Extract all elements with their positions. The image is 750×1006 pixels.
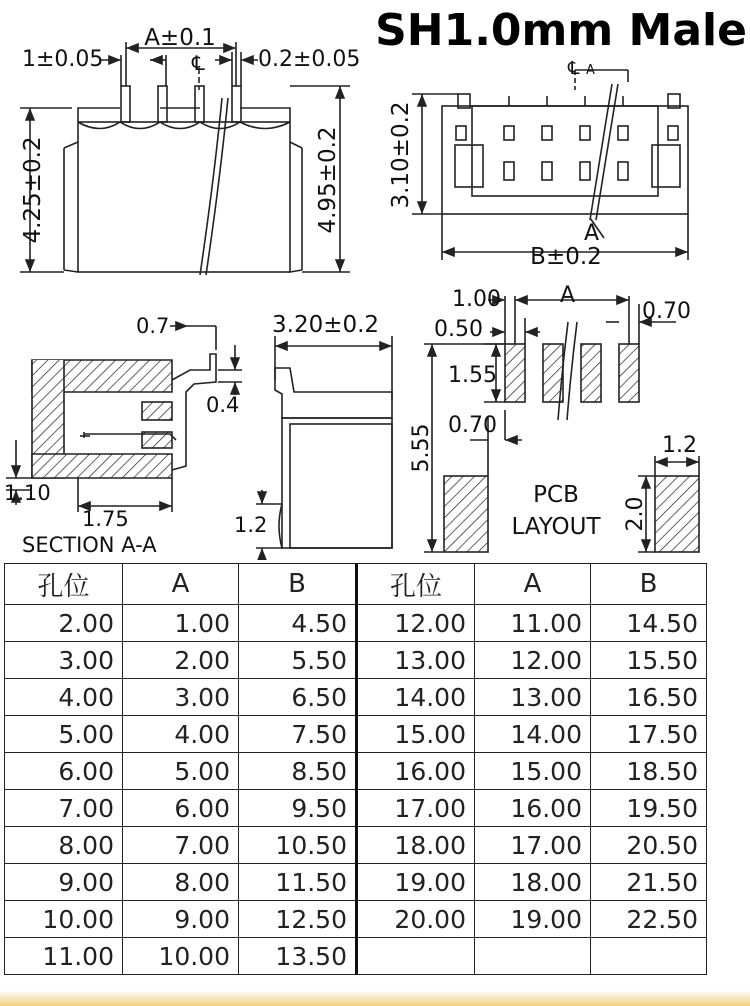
table-cell: 18.00 [357, 827, 475, 864]
table-cell: 6.00 [5, 753, 123, 790]
table-cell: 11.00 [475, 605, 591, 642]
table-cell: 19.50 [591, 790, 707, 827]
dimension-table [4, 563, 707, 975]
table-row [5, 827, 707, 864]
pcb-dim-155: 1.55 [448, 363, 497, 388]
table-cell: 12.00 [357, 605, 475, 642]
table-cell: 10.00 [5, 901, 123, 938]
side-dim-12: 1.2 [234, 513, 268, 537]
pcb-label-line1: PCB [533, 482, 579, 508]
table-cell: 4.50 [239, 605, 357, 642]
header-a-1: A [123, 564, 239, 605]
table-cell: 4.00 [123, 716, 239, 753]
top-centerline-label: ℄ [568, 58, 580, 79]
table-cell: 7.00 [123, 827, 239, 864]
top-a-mark: A [586, 63, 595, 78]
section-dim-175: 1.75 [82, 507, 129, 531]
width-dimension: B±0.2 [530, 244, 602, 270]
header-b-1: B [239, 564, 357, 605]
table-cell: 12.00 [475, 642, 591, 679]
table-cell: 7.00 [5, 790, 123, 827]
table-cell: 18.00 [475, 864, 591, 901]
bottom-edge [0, 990, 750, 1006]
table-row [5, 605, 707, 642]
table-cell: 14.50 [591, 605, 707, 642]
table-cell: 14.00 [357, 679, 475, 716]
table-cell: 16.00 [475, 790, 591, 827]
table-cell: 8.00 [123, 864, 239, 901]
pcb-dim-555: 5.55 [409, 423, 434, 473]
pcb-label-line2: LAYOUT [511, 514, 601, 540]
section-dim-110: 1.10 [4, 481, 51, 505]
table-cell: 12.50 [239, 901, 357, 938]
table-cell [475, 938, 591, 975]
table-cell: 17.00 [475, 827, 591, 864]
page-title: SH1.0mm Male [372, 0, 750, 62]
table-cell: 14.00 [475, 716, 591, 753]
table-cell: 13.50 [239, 938, 357, 975]
table-cell: 18.50 [591, 753, 707, 790]
pcb-dim-20: 2.0 [623, 496, 648, 532]
table-cell: 17.00 [357, 790, 475, 827]
table-row [5, 790, 707, 827]
table-cell: 1.00 [123, 605, 239, 642]
table-cell: 2.00 [123, 642, 239, 679]
table-row [5, 716, 707, 753]
table-row [5, 679, 707, 716]
table-cell: 17.50 [591, 716, 707, 753]
pcb-dim-050: 0.50 [434, 317, 483, 342]
table-header-row [5, 564, 707, 605]
table-cell: 11.00 [5, 938, 123, 975]
header-hole-1: 孔位 [5, 564, 123, 605]
table-cell: 8.50 [239, 753, 357, 790]
table-cell: 11.50 [239, 864, 357, 901]
table-row [5, 864, 707, 901]
header-a-2: A [475, 564, 591, 605]
section-label: SECTION A-A [22, 533, 157, 557]
table-cell [357, 938, 475, 975]
pin-thickness-dimension: 0.2±0.05 [258, 47, 361, 72]
table-cell: 6.50 [239, 679, 357, 716]
table-row [5, 753, 707, 790]
depth-dimension: 3.10±0.2 [388, 101, 414, 209]
front-view [20, 42, 350, 275]
side-width-dimension: 3.20±0.2 [272, 312, 380, 338]
table-cell: 3.00 [123, 679, 239, 716]
table-cell: 20.00 [357, 901, 475, 938]
side-view [256, 336, 392, 560]
table-row [5, 901, 707, 938]
table-cell: 5.50 [239, 642, 357, 679]
centerline-label: ℄ [192, 51, 205, 75]
top-view [412, 70, 688, 260]
table-cell: 2.00 [5, 605, 123, 642]
pcb-dim-100: 1.00 [452, 287, 501, 312]
table-cell: 3.00 [5, 642, 123, 679]
table-cell [591, 938, 707, 975]
table-cell: 10.50 [239, 827, 357, 864]
header-hole-2: 孔位 [357, 564, 475, 605]
table-cell: 16.00 [357, 753, 475, 790]
height-left-dimension: 4.25±0.2 [20, 136, 46, 244]
table-cell: 19.00 [357, 864, 475, 901]
height-right-dimension: 4.95±0.2 [315, 126, 341, 234]
table-cell: 20.50 [591, 827, 707, 864]
pcb-dim-12: 1.2 [662, 433, 697, 458]
table-cell: 15.00 [357, 716, 475, 753]
header-b-2: B [591, 564, 707, 605]
table-cell: 9.00 [5, 864, 123, 901]
pcb-dim-070-mid: 0.70 [448, 413, 497, 438]
section-dim-07: 0.7 [136, 314, 170, 338]
table-cell: 22.50 [591, 901, 707, 938]
table-cell: 16.50 [591, 679, 707, 716]
pitch-dimension: A±0.1 [144, 25, 216, 51]
table-cell: 5.00 [5, 716, 123, 753]
pcb-dim-070-top: 0.70 [642, 299, 691, 324]
table-row [5, 642, 707, 679]
table-cell: 9.00 [123, 901, 239, 938]
pin-width-dimension: 1±0.05 [22, 47, 104, 72]
table-cell: 13.00 [475, 679, 591, 716]
table-cell: 4.00 [5, 679, 123, 716]
section-dim-04: 0.4 [206, 393, 240, 417]
table-cell: 19.00 [475, 901, 591, 938]
table-cell: 15.00 [475, 753, 591, 790]
table-cell: 6.00 [123, 790, 239, 827]
table-cell: 7.50 [239, 716, 357, 753]
table-cell: 21.50 [591, 864, 707, 901]
table-cell: 9.50 [239, 790, 357, 827]
table-cell: 8.00 [5, 827, 123, 864]
table-cell: 10.00 [123, 938, 239, 975]
section-marker: A [584, 221, 600, 246]
table-cell: 5.00 [123, 753, 239, 790]
table-cell: 13.00 [357, 642, 475, 679]
table-row [5, 938, 707, 975]
table-cell: 15.50 [591, 642, 707, 679]
pcb-dim-a: A [560, 283, 576, 308]
